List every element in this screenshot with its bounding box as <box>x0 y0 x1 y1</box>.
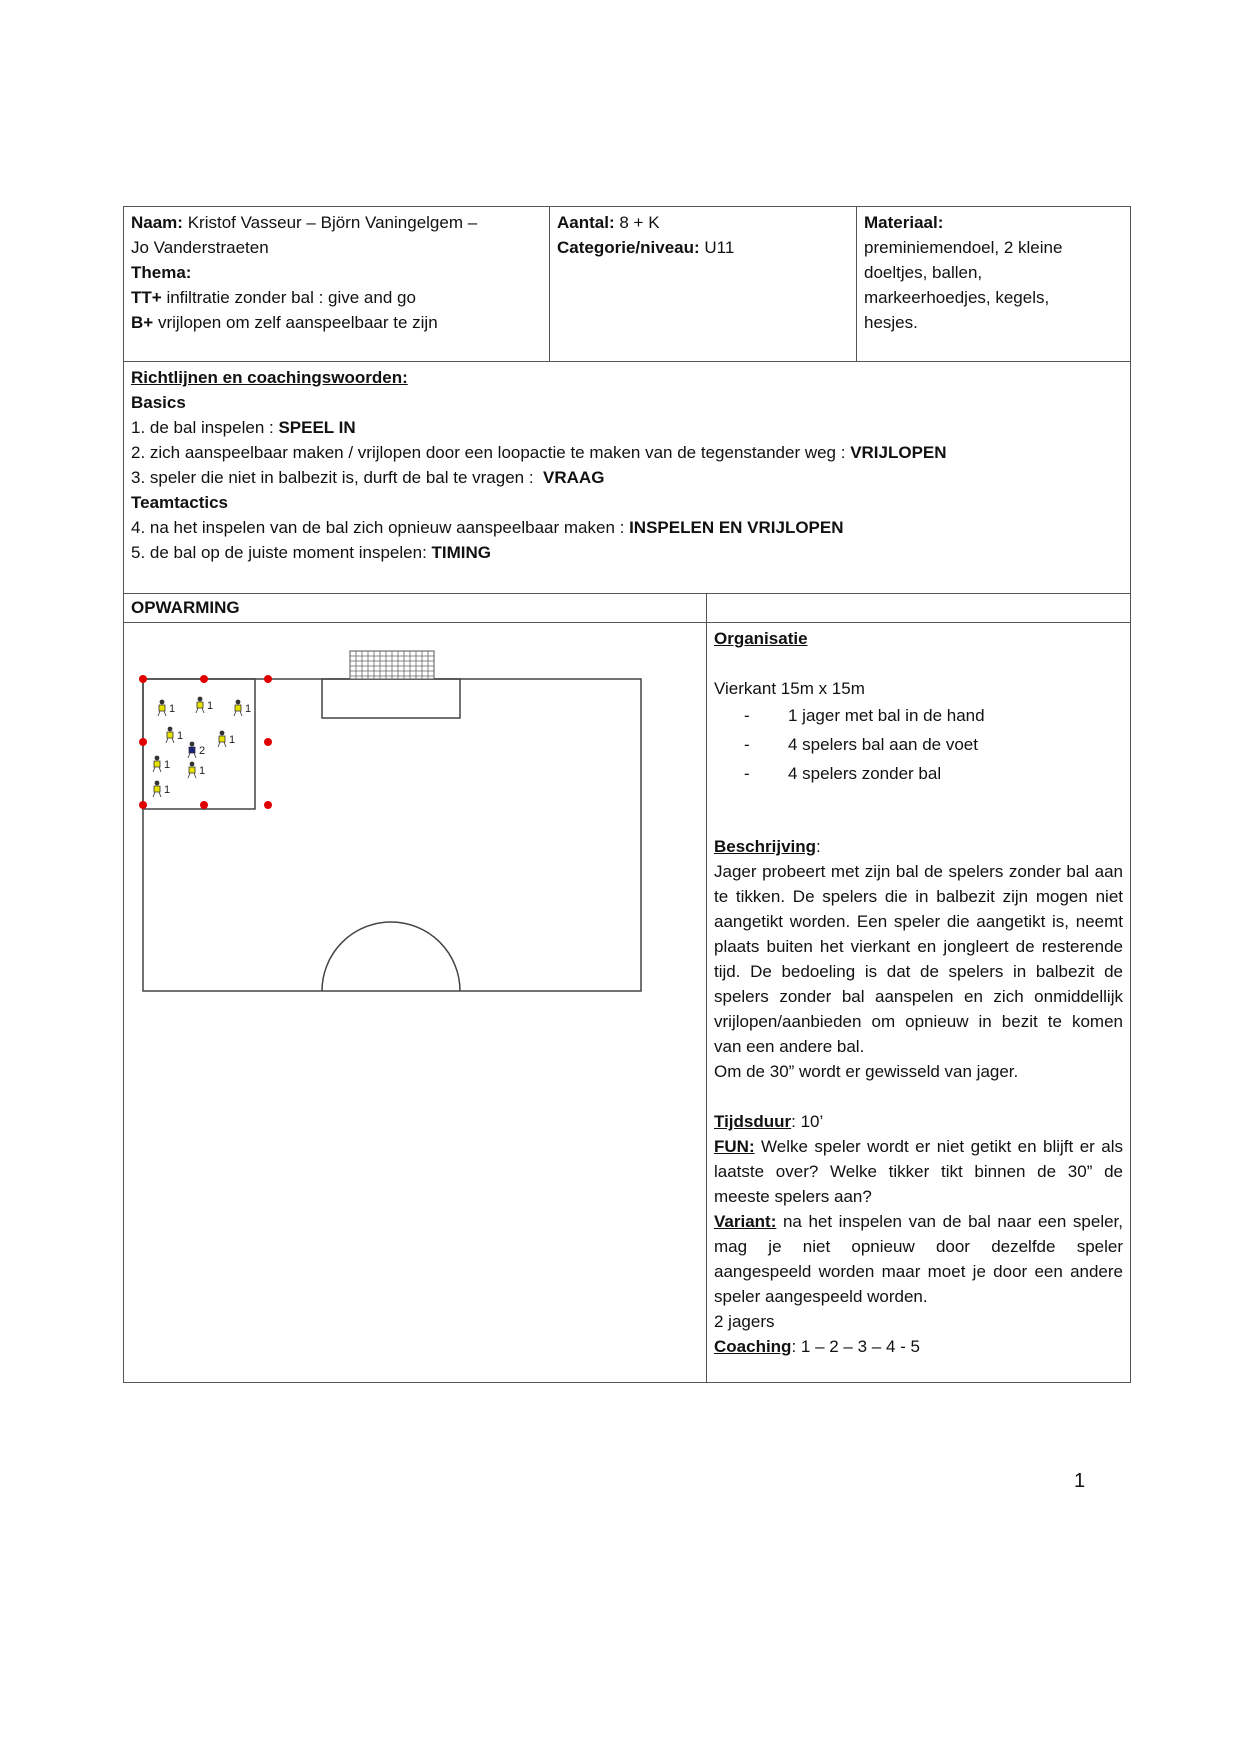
jagers-text: 2 jagers <box>714 1312 775 1331</box>
bplus-label: B+ <box>131 313 154 332</box>
player-8 <box>188 762 205 778</box>
aantal-cell <box>550 207 857 362</box>
aantal-value: 8 + K <box>619 213 660 232</box>
svg-text:1: 1 <box>229 734 236 746</box>
page-number: 1 <box>1074 1470 1086 1492</box>
cone-8 <box>264 801 272 809</box>
coaching-row: Coaching: 1 – 2 – 3 – 4 - 5 <box>714 1337 920 1356</box>
guidelines-cell <box>124 362 1131 594</box>
naam-line2: Jo Vanderstraeten <box>131 238 269 257</box>
naam-cell <box>124 207 550 362</box>
pitch-diagram <box>124 623 706 1343</box>
player-5 <box>218 731 235 747</box>
guideline-5: 5. de bal op de juiste moment inspelen: TIMING <box>131 543 492 562</box>
warmup-title: OPWARMING <box>124 594 707 623</box>
tijdsduur-row: Tijdsduur: 10’ <box>714 1112 824 1131</box>
player-2 <box>196 697 213 713</box>
thema-label: Thema: <box>131 263 192 282</box>
cone-6 <box>139 801 147 809</box>
guideline-1: 1. de bal inspelen : SPEEL IN <box>131 418 356 437</box>
tt-label: TT+ <box>131 288 162 307</box>
cone-1 <box>139 675 147 683</box>
basics-label: Basics <box>131 393 186 412</box>
description-cell <box>707 623 1131 1383</box>
player-3 <box>234 700 251 716</box>
goal-area <box>322 679 460 718</box>
diagram-cell <box>124 623 707 1383</box>
bullet-3: - 4 spelers zonder bal <box>744 764 942 783</box>
materiaal-cell <box>857 207 1131 362</box>
bullet-1: - 1 jager met bal in de hand <box>744 706 985 725</box>
naam-label: Naam: <box>131 213 183 232</box>
aantal-label: Aantal: <box>557 213 615 232</box>
centre-arc <box>322 922 460 991</box>
player-7 <box>153 756 170 772</box>
categorie-value: U11 <box>704 238 735 257</box>
beschrijving-text: Jager probeert met zijn bal de spelers zonder bal aan te tikken. De spelers die in balbezit zijn mogen niet aangetikt worden. Een speler die aangetikt is, neemt plaats buiten het vierkant en jongleert de resterende tijd. De bedoeling is dat de spelers in balbezit de spelers zonder bal aanspelen en zich onmiddellijk vrijlopen/aanbieden om opnieuw in bezit te komen van een andere bal. <box>714 862 1123 1056</box>
svg-text:1: 1 <box>169 703 176 715</box>
naam-line1: Kristof Vasseur – Björn Vaningelgem – <box>187 213 478 232</box>
player-1 <box>158 700 175 716</box>
svg-text:1: 1 <box>164 784 171 796</box>
teamtactics-label: Teamtactics <box>131 493 229 512</box>
svg-text:1: 1 <box>177 730 184 742</box>
materiaal-label: Materiaal: <box>864 213 944 232</box>
player-4 <box>166 727 183 743</box>
players <box>153 697 251 797</box>
materiaal-text: preminiemendoel, 2 kleine doeltjes, ballen, markeerhoedjes, kegels, hesjes. <box>864 238 1063 332</box>
pitch-outline <box>143 679 641 991</box>
tt-text: infiltratie zonder bal : give and go <box>166 288 416 307</box>
player-9 <box>153 781 170 797</box>
beschrijving-heading: Beschrijving: <box>714 837 821 856</box>
wissel-text: Om de 30” wordt er gewisseld van jager. <box>714 1062 1019 1081</box>
guideline-2: 2. zich aanspeelbaar maken / vrijlopen door een loopactie te maken van de tegenstander weg : VRIJLOPEN <box>131 443 947 462</box>
cone-4 <box>139 738 147 746</box>
guideline-4: 4. na het inspelen van de bal zich opnieuw aanspeelbaar maken : INSPELEN EN VRIJLOPEN <box>131 518 844 537</box>
cone-2 <box>200 675 208 683</box>
warmup-table <box>123 593 1131 1383</box>
guidelines-title: Richtlijnen en coachingswoorden: <box>131 368 408 387</box>
bullet-2: - 4 spelers bal aan de voet <box>744 735 978 754</box>
svg-text:1: 1 <box>199 765 206 777</box>
player-6 <box>188 742 205 758</box>
pitch-svg <box>124 623 707 1383</box>
cone-7 <box>200 801 208 809</box>
goal-net-icon <box>350 651 434 679</box>
variant-text: Variant: na het inspelen van de bal naar een speler, mag je niet opnieuw door dezelfde speler aangespeeld worden maar moet je door een andere speler aangespeeld worden. <box>714 1212 1123 1306</box>
svg-text:1: 1 <box>164 759 171 771</box>
fun-text: FUN: Welke speler wordt er niet getikt en blijft er als laatste over? Welke tikker tikt binnen de 30” de meeste spelers aan? <box>714 1137 1123 1206</box>
svg-text:1: 1 <box>245 703 252 715</box>
cone-5 <box>264 738 272 746</box>
vierkant-text: Vierkant 15m x 15m <box>714 679 865 698</box>
bplus-text: vrijlopen om zelf aanspeelbaar te zijn <box>157 313 438 332</box>
categorie-label: Categorie/niveau: <box>557 238 700 257</box>
header-table <box>123 206 1131 594</box>
svg-text:1: 1 <box>207 700 214 712</box>
svg-text:2: 2 <box>199 745 206 757</box>
guideline-3: 3. speler die niet in balbezit is, durft de bal te vragen : VRAAG <box>131 468 605 487</box>
organisatie-label: Organisatie <box>714 629 808 648</box>
cone-3 <box>264 675 272 683</box>
